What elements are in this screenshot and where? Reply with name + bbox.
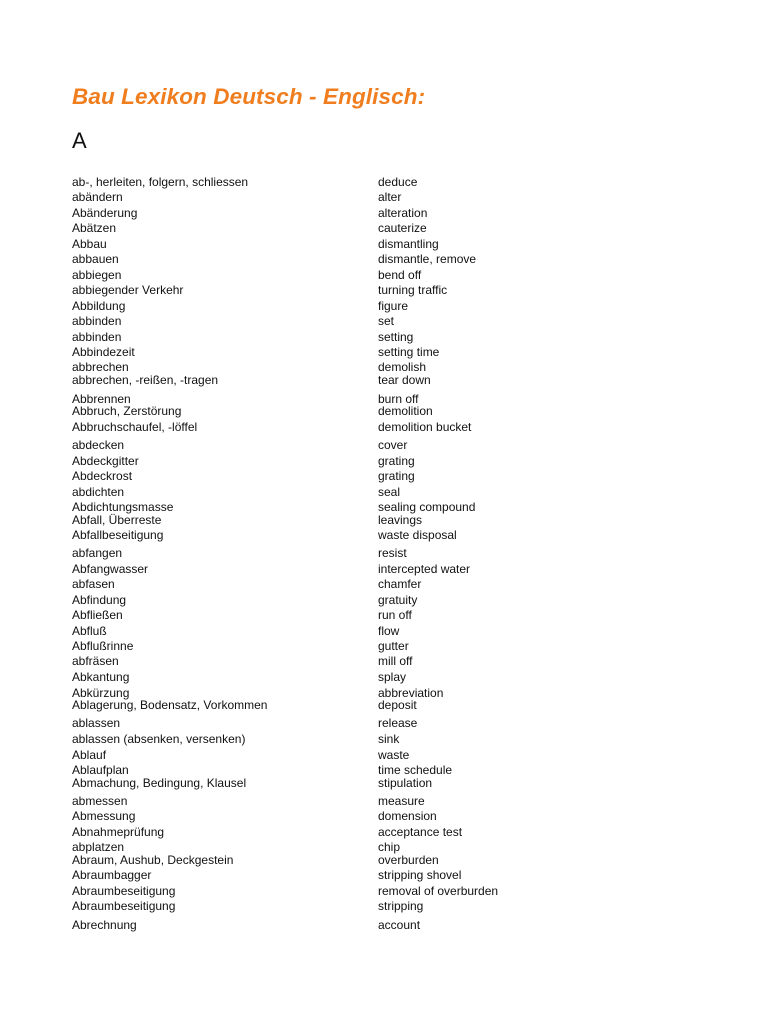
german-term: abfangen — [72, 546, 123, 560]
english-translation: intercepted water — [378, 562, 471, 576]
english-translation: stripping — [378, 899, 424, 913]
glossary-entry — [0, 825, 768, 840]
german-term: abplatzen — [72, 840, 125, 854]
german-term: abmessen — [72, 794, 128, 808]
german-term: Abfluß — [72, 624, 107, 638]
english-translation: burn off — [378, 392, 419, 406]
german-term: abbinden — [72, 330, 122, 344]
english-translation: deduce — [378, 175, 418, 189]
german-term: abbauen — [72, 252, 119, 266]
english-translation: sealing compound — [378, 500, 476, 514]
glossary-entry — [0, 485, 768, 500]
english-translation: domension — [378, 809, 437, 823]
english-translation: run off — [378, 608, 412, 622]
glossary-entry — [0, 562, 768, 577]
german-term: Abdichtungsmasse — [72, 500, 174, 514]
german-term: ablassen (absenken, versenken) — [72, 732, 246, 746]
section-letter: A — [72, 128, 87, 153]
glossary-entry — [0, 748, 768, 763]
glossary-entry — [0, 776, 768, 791]
glossary-entry — [0, 608, 768, 623]
english-translation: gutter — [378, 639, 409, 653]
english-translation: stripping shovel — [378, 868, 462, 882]
german-term: Abbildung — [72, 299, 126, 313]
german-term: Abraumbeseitigung — [72, 899, 176, 913]
glossary-entry — [0, 252, 768, 267]
english-translation: splay — [378, 670, 407, 684]
english-translation: leavings — [378, 513, 423, 527]
glossary-entry — [0, 190, 768, 205]
glossary-entry — [0, 868, 768, 883]
glossary-entry — [0, 330, 768, 345]
english-translation: waste disposal — [378, 528, 457, 542]
glossary-entry — [0, 528, 768, 543]
german-term: Abfangwasser — [72, 562, 149, 576]
glossary-entry — [0, 345, 768, 360]
glossary-entry — [0, 794, 768, 809]
german-term: abfräsen — [72, 654, 119, 668]
german-term: abbrechen, -reißen, -tragen — [72, 373, 219, 387]
german-term: abbiegender Verkehr — [72, 283, 184, 297]
english-translation: figure — [378, 299, 409, 313]
english-translation: overburden — [378, 853, 439, 867]
english-translation: grating — [378, 454, 415, 468]
glossary-entry — [0, 809, 768, 824]
glossary-entry — [0, 469, 768, 484]
english-translation: chamfer — [378, 577, 422, 591]
english-translation: mill off — [378, 654, 413, 668]
english-translation: chip — [378, 840, 401, 854]
glossary-entry — [0, 853, 768, 868]
english-translation: abbreviation — [378, 686, 444, 700]
german-term: abdichten — [72, 485, 125, 499]
german-term: Abraum, Aushub, Deckgestein — [72, 853, 234, 867]
german-term: abbinden — [72, 314, 122, 328]
glossary-entry — [0, 404, 768, 419]
german-term: Abrechnung — [72, 918, 137, 932]
german-term: Abbindezeit — [72, 345, 135, 359]
page-title: Bau Lexikon Deutsch - Englisch: — [72, 84, 426, 109]
glossary-entry — [0, 299, 768, 314]
english-translation: alteration — [378, 206, 428, 220]
english-translation: measure — [378, 794, 425, 808]
glossary-entry — [0, 237, 768, 252]
german-term: Ablauf — [72, 748, 107, 762]
glossary-entry — [0, 546, 768, 561]
german-term: abbiegen — [72, 268, 122, 282]
glossary-entry — [0, 624, 768, 639]
glossary-entry — [0, 268, 768, 283]
glossary-entry — [0, 221, 768, 236]
glossary-entry — [0, 654, 768, 669]
english-translation: account — [378, 918, 421, 932]
german-term: Abdeckrost — [72, 469, 133, 483]
english-translation: demolish — [378, 360, 427, 374]
english-translation: stipulation — [378, 776, 433, 790]
english-translation: cover — [378, 438, 408, 452]
german-term: Abraumbeseitigung — [72, 884, 176, 898]
english-translation: grating — [378, 469, 415, 483]
glossary-entry — [0, 314, 768, 329]
german-term: ablassen — [72, 716, 121, 730]
german-term: Abänderung — [72, 206, 138, 220]
english-translation: gratuity — [378, 593, 418, 607]
glossary-entry — [0, 639, 768, 654]
german-term: Abnahmeprüfung — [72, 825, 165, 839]
german-term: abfasen — [72, 577, 115, 591]
glossary-entry — [0, 698, 768, 713]
english-translation: waste — [378, 748, 410, 762]
glossary-entry — [0, 283, 768, 298]
german-term: Abfließen — [72, 608, 123, 622]
german-term: Abkantung — [72, 670, 130, 684]
german-term: abdecken — [72, 438, 125, 452]
english-translation: setting time — [378, 345, 440, 359]
english-translation: turning traffic — [378, 283, 448, 297]
glossary-entry — [0, 577, 768, 592]
english-translation: dismantling — [378, 237, 439, 251]
glossary-entry — [0, 175, 768, 190]
english-translation: flow — [378, 624, 400, 638]
english-translation: cauterize — [378, 221, 427, 235]
glossary-entry — [0, 593, 768, 608]
english-translation: seal — [378, 485, 401, 499]
german-term: abändern — [72, 190, 123, 204]
glossary-entry — [0, 513, 768, 528]
german-term: Abfindung — [72, 593, 127, 607]
german-term: abbrechen — [72, 360, 129, 374]
german-term: Ablaufplan — [72, 763, 129, 777]
english-translation: setting — [378, 330, 414, 344]
glossary-entry — [0, 670, 768, 685]
english-translation: release — [378, 716, 418, 730]
glossary-entry — [0, 454, 768, 469]
english-translation: deposit — [378, 698, 417, 712]
english-translation: dismantle, remove — [378, 252, 477, 266]
glossary-entry — [0, 373, 768, 388]
glossary-entry — [0, 716, 768, 731]
english-translation: tear down — [378, 373, 431, 387]
german-term: Abfall, Überreste — [72, 513, 162, 527]
glossary-entry — [0, 899, 768, 914]
german-term: Abkürzung — [72, 686, 130, 700]
glossary-entry — [0, 420, 768, 435]
german-term: Abfallbeseitigung — [72, 528, 164, 542]
english-translation: demolition — [378, 404, 433, 418]
english-translation: sink — [378, 732, 400, 746]
english-translation: resist — [378, 546, 407, 560]
english-translation: demolition bucket — [378, 420, 472, 434]
glossary-entry — [0, 206, 768, 221]
german-term: Abbau — [72, 237, 107, 251]
glossary-entry — [0, 438, 768, 453]
german-term: Abdeckgitter — [72, 454, 139, 468]
german-term: ab-, herleiten, folgern, schliessen — [72, 175, 249, 189]
english-translation: removal of overburden — [378, 884, 499, 898]
german-term: Ablagerung, Bodensatz, Vorkommen — [72, 698, 268, 712]
german-term: Abmachung, Bedingung, Klausel — [72, 776, 247, 790]
english-translation: time schedule — [378, 763, 453, 777]
english-translation: alter — [378, 190, 402, 204]
english-translation: bend off — [378, 268, 422, 282]
english-translation: acceptance test — [378, 825, 463, 839]
german-term: Abätzen — [72, 221, 117, 235]
glossary-entry — [0, 918, 768, 933]
german-term: Abbruch, Zerstörung — [72, 404, 182, 418]
glossary-entry — [0, 884, 768, 899]
german-term: Abraumbagger — [72, 868, 152, 882]
german-term: Abmessung — [72, 809, 136, 823]
glossary-entry — [0, 732, 768, 747]
german-term: Abbruchschaufel, -löffel — [72, 420, 198, 434]
german-term: Abbrennen — [72, 392, 131, 406]
german-term: Abflußrinne — [72, 639, 134, 653]
english-translation: set — [378, 314, 395, 328]
